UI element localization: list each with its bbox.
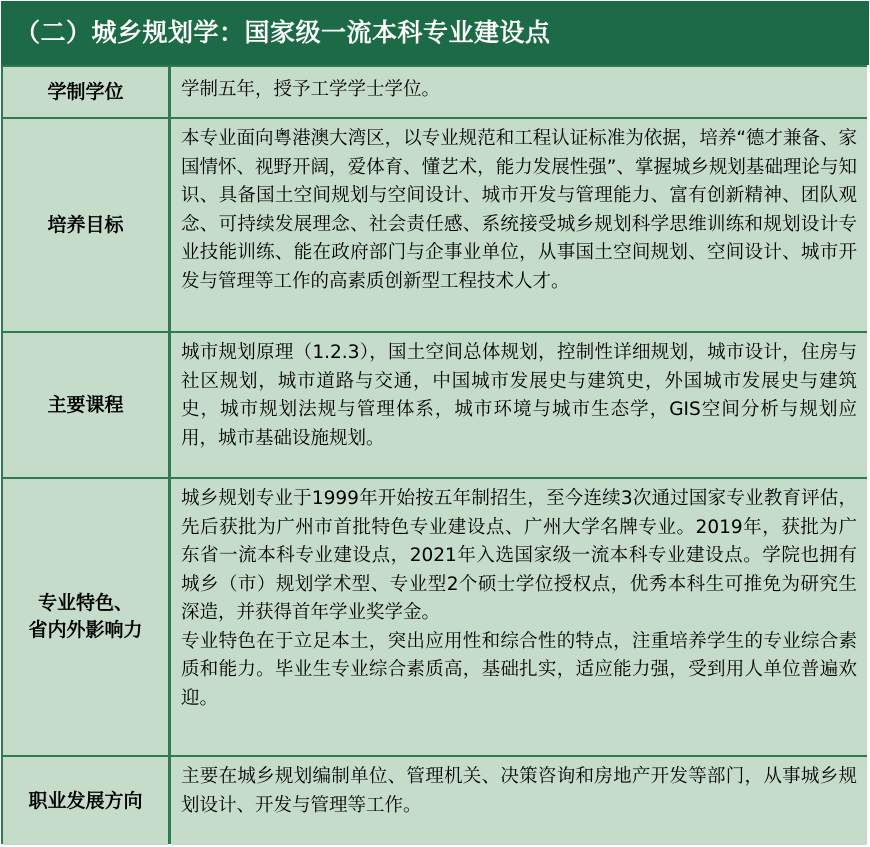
row-label-degree: 学制学位 [3, 67, 168, 117]
row-label-career: 职业发展方向 [3, 757, 168, 845]
row-label-objectives: 培养目标 [3, 119, 168, 331]
row-content-features [171, 479, 867, 755]
row-label-courses: 主要课程 [3, 333, 168, 477]
table-row-degree [1, 65, 869, 117]
row-content-courses: 城市规划原理（1.2.3），国土空间总体规划，控制性详细规划，城市设计，住房与社区规划，城市道路与交通，中国城市发展史与建筑史，外国城市发展史与建筑史，城市规划法规与管理体系，城市环境与城市生态学，GIS空间分析与规划应用，城市基础设施规划。 [171, 333, 867, 477]
features-paragraph-2: 专业特色在于立足本土，突出应用性和综合性的特点，注重培养学生的专业综合素质和能力。毕业生专业综合素质高，基础扎实，适应能力强，受到用人单位普遍欢迎。 [181, 630, 857, 709]
table-row-objectives [1, 117, 869, 331]
table-row-career [1, 755, 869, 845]
table-row-features [1, 477, 869, 755]
table-row-courses [1, 331, 869, 477]
row-label-features-line1: 专业特色、 [37, 592, 133, 614]
features-paragraph-1: 城乡规划专业于1999年开始按五年制招生，至今连续3次通过国家专业教育评估，先后获批为广州市首批特色专业建设点、广州大学名牌专业。2019年，获批为广东省一流本科专业建设点，2021年入选国家级一流本科专业建设点。学院也拥有城乡（市）规划学术型、专业型2个硕士学位授权点，优秀本科生可推免为研究生深造，并获得首年学业奖学金。 [181, 488, 857, 623]
row-content-degree: 学制五年，授予工学学士学位。 [171, 67, 867, 117]
row-label-features-line2: 省内外影响力 [28, 619, 143, 641]
table-title: （二）城乡规划学：国家级一流本科专业建设点 [1, 1, 869, 65]
row-label-features [3, 479, 168, 755]
row-content-objectives: 本专业面向粤港澳大湾区，以专业规范和工程认证标准为依据，培养“德才兼备、家国情怀、视野开阔，爱体育、懂艺术，能力发展性强”、掌握城乡规划基础理论与知识、具备国土空间规划与空间设计、城市开发与管理能力、富有创新精神、团队观念、可持续发展理念、社会责任感、系统接受城乡规划科学思维训练和规划设计专业技能训练、能在政府部门与企事业单位，从事国土空间规划、空间设计、城市开发与管理等工作的高素质创新型工程技术人才。 [171, 119, 867, 331]
row-content-career: 主要在城乡规划编制单位、管理机关、决策咨询和房地产开发等部门，从事城乡规划设计、开发与管理等工作。 [171, 757, 867, 845]
